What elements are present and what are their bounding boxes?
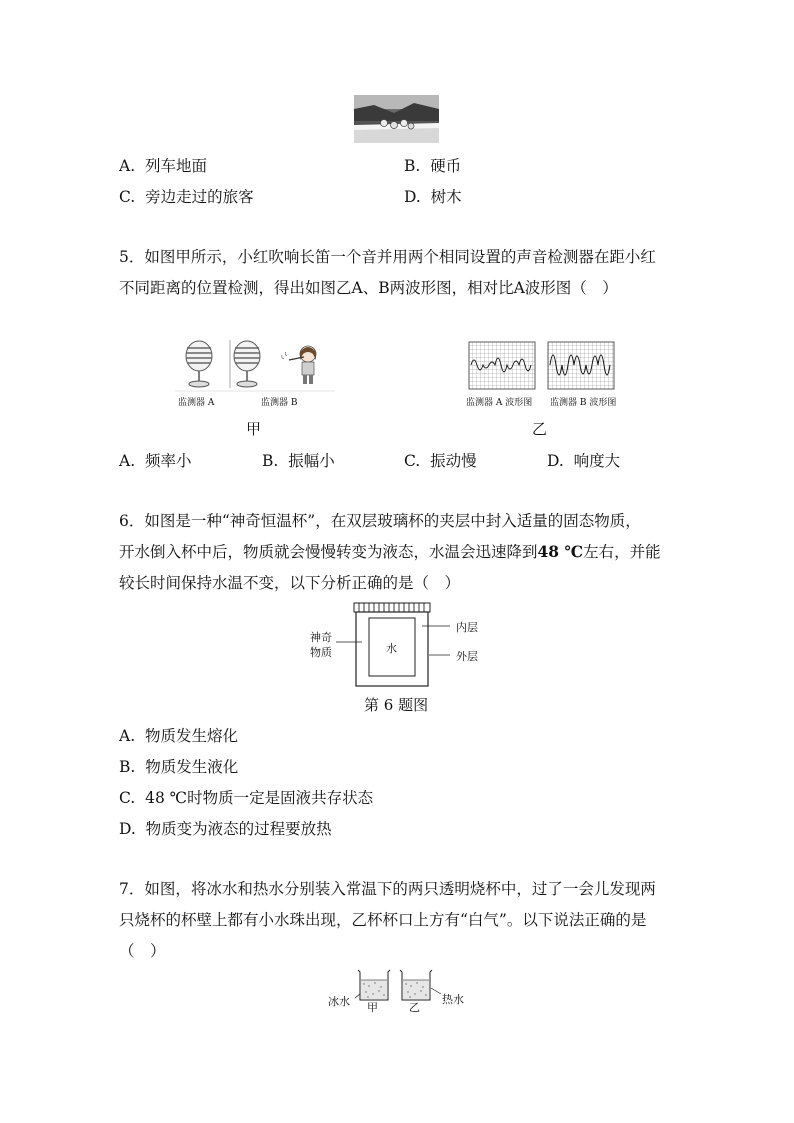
q5-option-c: C. 振动慢 [404, 452, 477, 470]
beaker-yi-icon [400, 970, 432, 1000]
q4-option-b: B. 硬币 [404, 157, 462, 175]
detector-b-icon [234, 341, 260, 387]
label-detector-a: 监测器 A [178, 398, 215, 408]
q7-stem-line-1: 7．如图，将冰水和热水分别装入常温下的两只透明烧杯中，过了一会儿发现两 [119, 880, 656, 898]
q5-option-b: B. 振幅小 [262, 452, 335, 470]
q7-stem-line-3: （ ） [119, 942, 166, 960]
q5-caption-jia: 甲 [246, 420, 262, 438]
beaker-jia-icon [358, 970, 390, 1000]
girl-with-flute-icon [282, 346, 316, 384]
label-water: 水 [386, 642, 397, 655]
q6-option-b: B. 物质发生液化 [119, 758, 239, 776]
q6-caption: 第 6 题图 [364, 696, 429, 714]
q5-option-d: D. 响度大 [547, 452, 621, 470]
q6-stem-line-3: 较长时间保持水温不变，以下分析正确的是（ ） [119, 574, 461, 592]
label-inner-layer: 内层 [456, 621, 478, 634]
label-beaker-yi: 乙 [409, 1001, 420, 1014]
q6-stem-line-1: 6．如图是一种“神奇恒温杯”，在双层玻璃杯的夹层中封入适量的固态物质， [119, 512, 641, 530]
q4-option-c: C. 旁边走过的旅客 [119, 188, 254, 206]
waveform-a-icon [469, 342, 535, 389]
q6-option-a: A. 物质发生熔化 [119, 727, 238, 745]
waveform-b-icon [548, 342, 614, 389]
q7-stem-line-2: 只烧杯的杯壁上都有小水珠出现，乙杯杯口上方有“白气”。以下说法正确的是 [119, 911, 647, 929]
label-magic-substance-2: 物质 [310, 646, 332, 659]
q6-option-c: C. 48 ℃时物质一定是固液共存状态 [119, 789, 374, 807]
label-outer-layer: 外层 [456, 650, 478, 663]
q5-caption-yi: 乙 [532, 420, 548, 438]
q4-option-d: D. 树木 [404, 188, 462, 206]
label-waveform-b: 监测器 B 波形图 [550, 398, 617, 408]
train-window-photo [354, 95, 439, 143]
label-ice-water: 冰水 [328, 995, 350, 1008]
label-magic-substance-1: 神奇 [310, 631, 332, 644]
q5-option-a: A. 频率小 [119, 452, 192, 470]
detector-a-icon [186, 341, 212, 387]
q4-option-a: A. 列车地面 [119, 157, 207, 175]
q5-stem-line-1: 5．如图甲所示，小红吹响长笛一个音并用两个相同设置的声音检测器在距小红 [119, 248, 656, 266]
q5-figure-waveforms [468, 341, 618, 391]
label-detector-b: 监测器 B [261, 398, 298, 408]
q5-stem-line-2: 不同距离的位置检测，得出如图乙A、B两波形图，相对比A波形图（ ） [119, 279, 618, 297]
q6-stem-line-2: 开水倒入杯中后，物质就会慢慢转变为液态，水温会迅速降到48 ℃左右，并能 [119, 542, 661, 561]
label-beaker-jia: 甲 [367, 1001, 378, 1014]
label-waveform-a: 监测器 A 波形图 [466, 398, 533, 408]
label-hot-water: 热水 [442, 993, 464, 1006]
q6-option-d: D. 物质变为液态的过程要放热 [119, 820, 332, 838]
